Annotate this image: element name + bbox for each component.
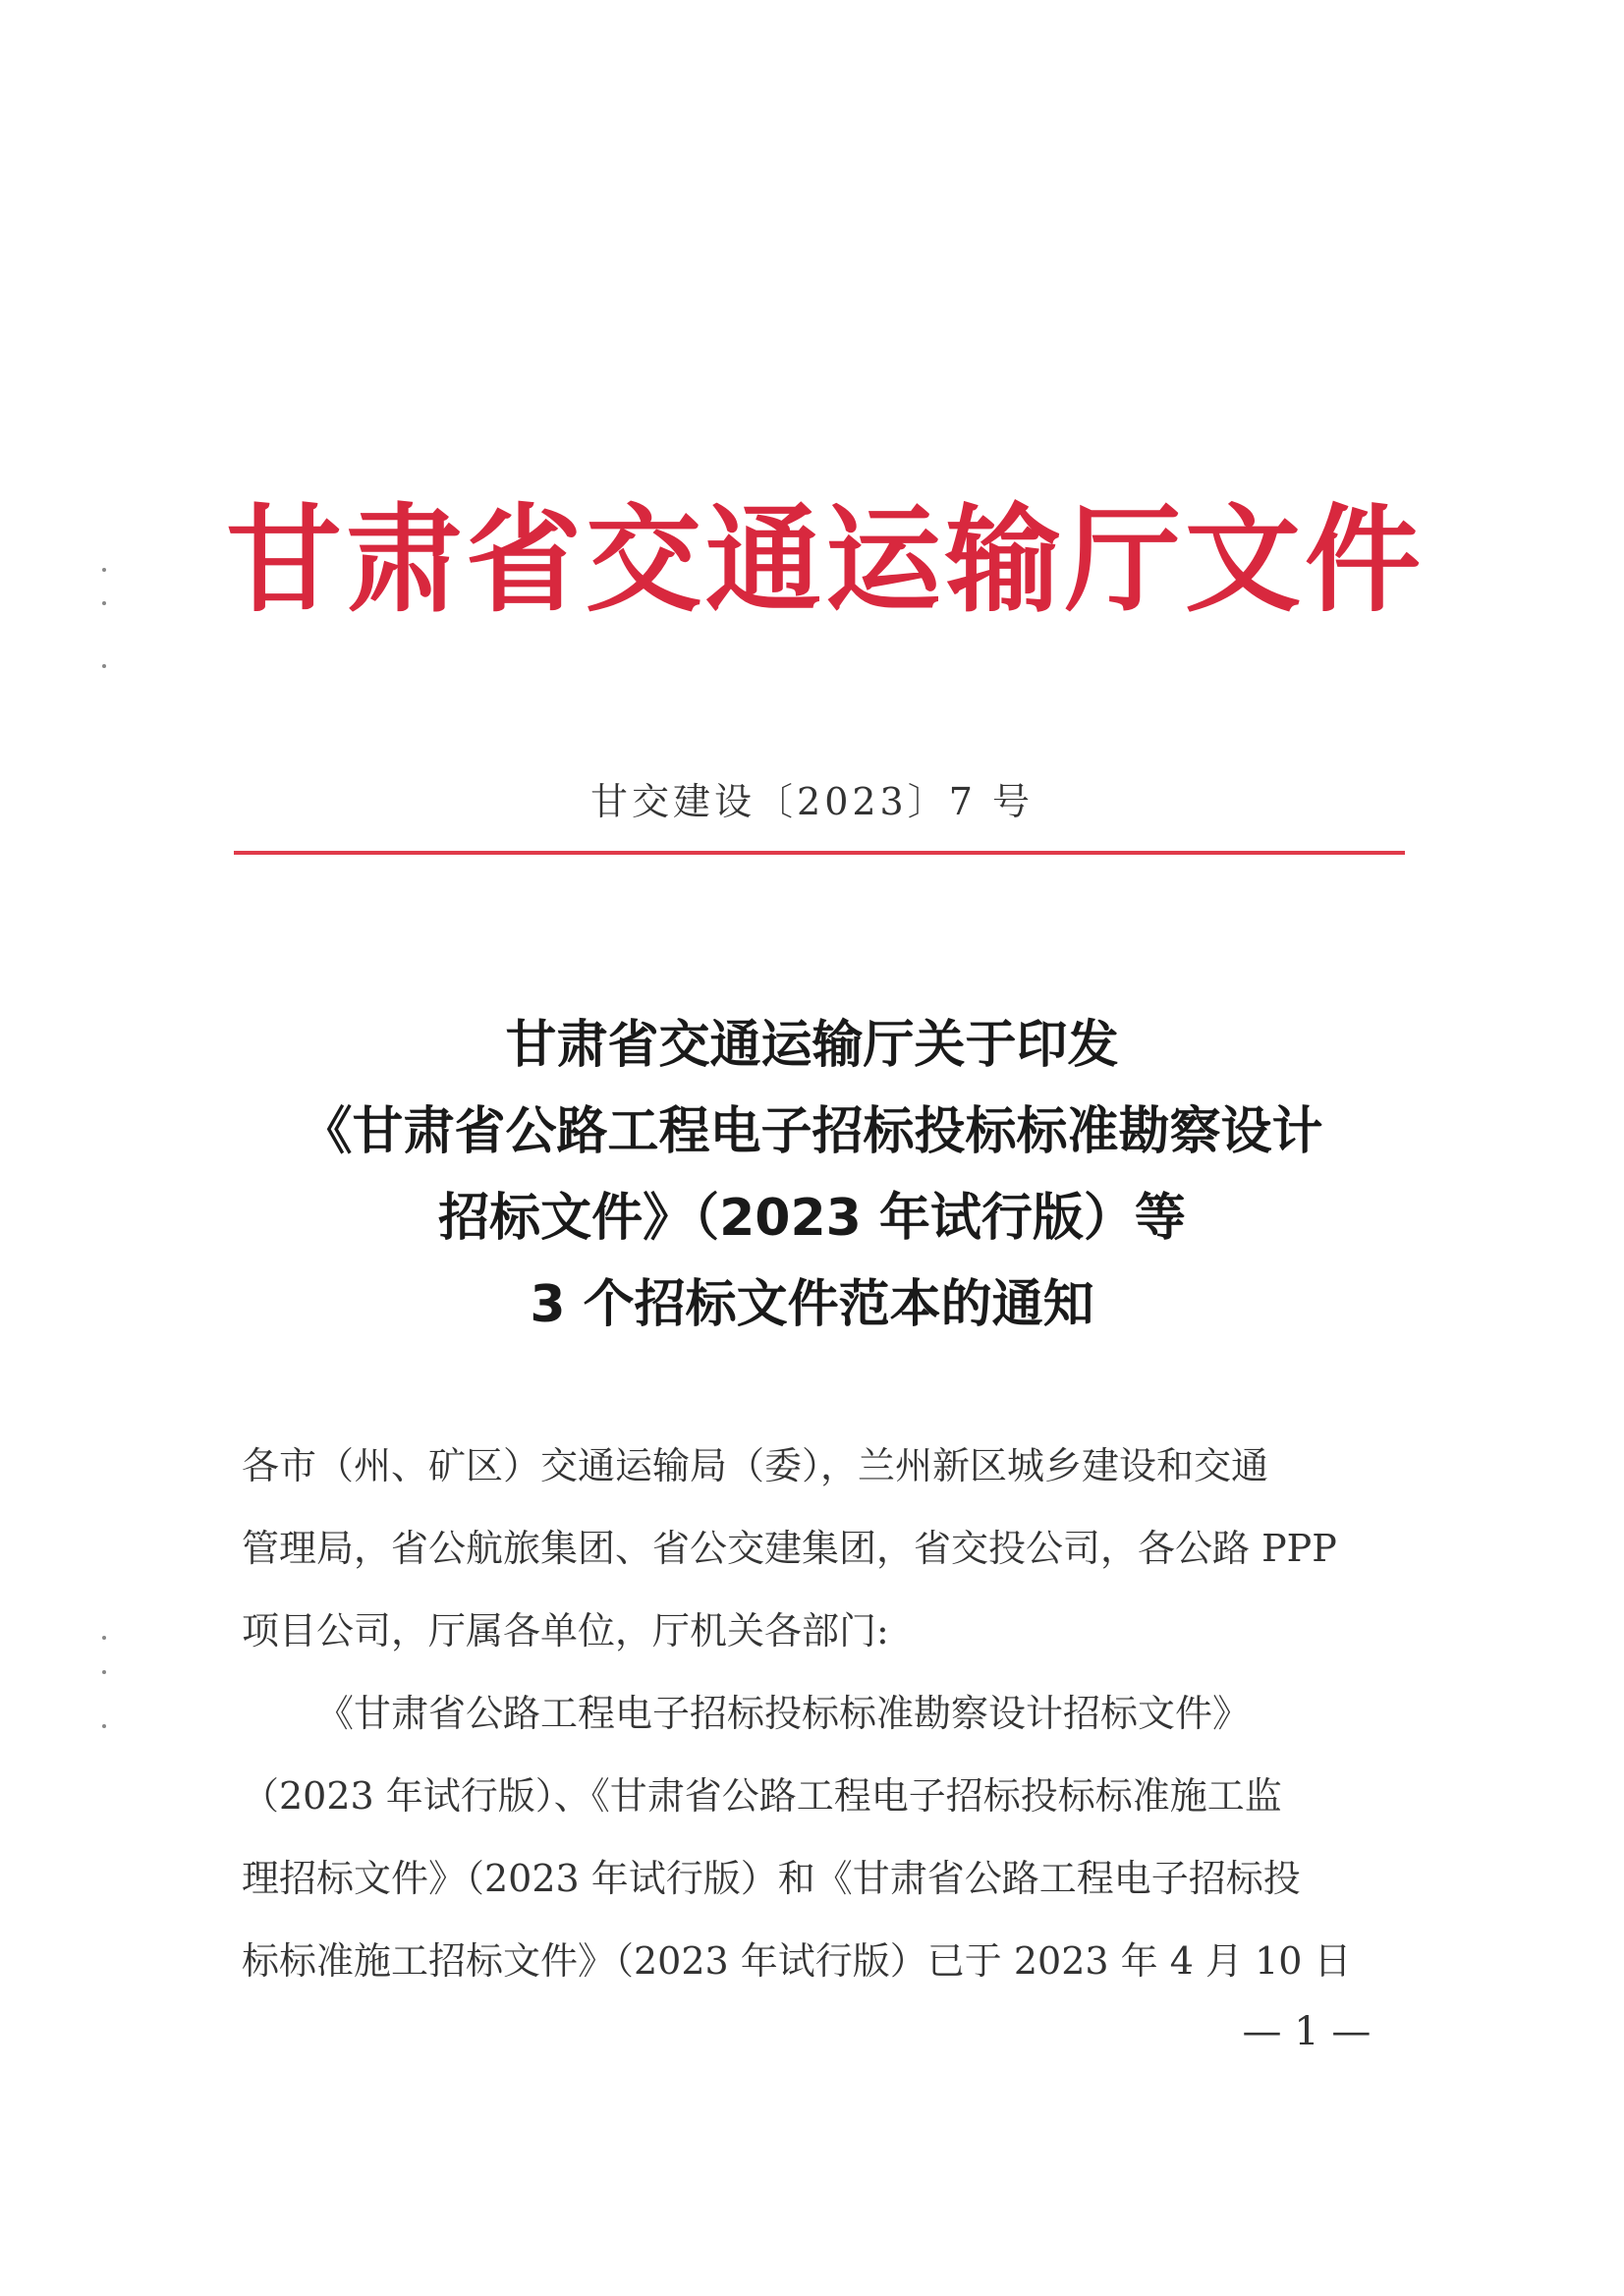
recipient-line: 项目公司，厅属各单位，厅机关各部门:: [242, 1609, 889, 1652]
document-body: [242, 1425, 1401, 2002]
paragraph-line: 《甘肃省公路工程电子招标投标标准勘察设计招标文件》: [316, 1692, 1251, 1735]
paragraph-line: 标标准施工招标文件》（2023 年试行版）已于 2023 年 4 月 10 日: [242, 1939, 1352, 1983]
document-title: [157, 1002, 1467, 1348]
document-header-title: 甘肃省交通运输厅文件: [226, 491, 1426, 628]
recipient-line: 管理局，省公航旅集团、省公交建集团，省交投公司，各公路 PPP: [242, 1527, 1337, 1570]
paragraph-line: 理招标文件》（2023 年试行版）和《甘肃省公路工程电子招标投: [242, 1857, 1301, 1900]
document-title-line: 甘肃省交通运输厅关于印发: [505, 1016, 1119, 1075]
document-number: 甘交建设〔2023〕7 号: [590, 780, 1034, 823]
binding-hole-mark: [102, 568, 106, 572]
binding-hole-mark: [102, 1636, 106, 1640]
document-title-line: 招标文件》（2023 年试行版）等: [438, 1189, 1186, 1248]
binding-hole-mark: [102, 1724, 106, 1728]
page-number: — 1 —: [1242, 2009, 1372, 2054]
recipient-line: 各市（州、矿区）交通运输局（委），兰州新区城乡建设和交通: [242, 1444, 1269, 1487]
binding-hole-mark: [102, 601, 106, 605]
binding-hole-mark: [102, 1670, 106, 1674]
binding-hole-mark: [102, 664, 106, 668]
header-divider-rule: [234, 851, 1405, 855]
document-title-line: 《甘肃省公路工程电子招标投标标准勘察设计: [301, 1102, 1323, 1161]
paragraph-line: （2023 年试行版）、《甘肃省公路工程电子招标投标标准施工监: [242, 1774, 1282, 1818]
document-title-line: 3 个招标文件范本的通知: [530, 1275, 1094, 1334]
